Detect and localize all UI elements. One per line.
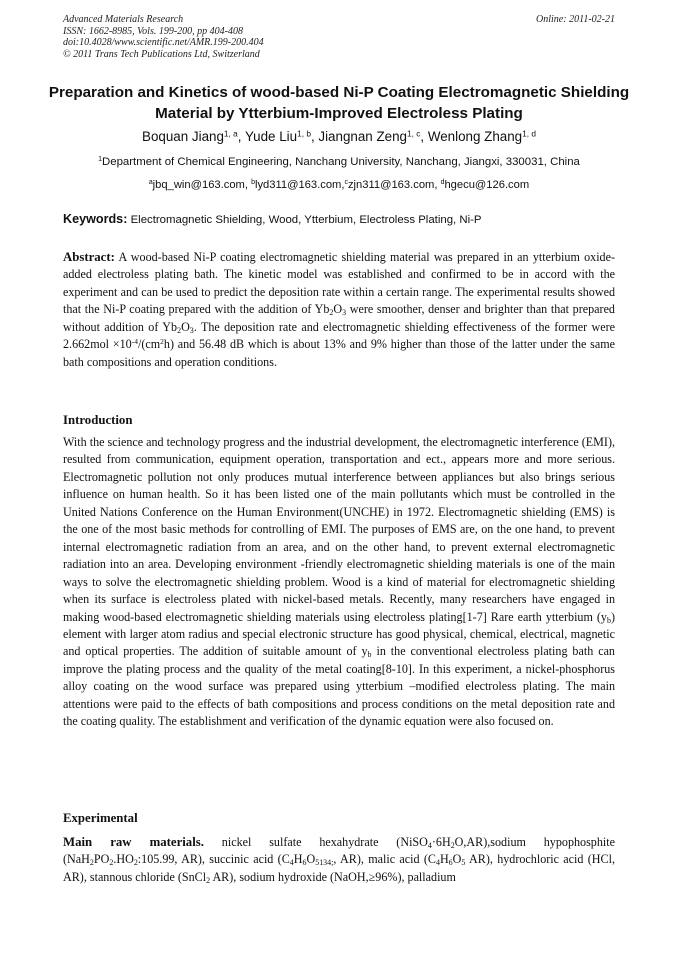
- keywords-text: Electromagnetic Shielding, Wood, Ytterbium, Electroless Plating, Ni-P: [130, 214, 482, 226]
- email-link[interactable]: zjn311@163.com: [347, 179, 435, 191]
- chem-text: O: [333, 302, 343, 317]
- materials-text: H: [293, 852, 303, 867]
- subscript: 2: [450, 840, 455, 850]
- email-sup: b: [251, 179, 255, 187]
- superscript: 2: [160, 337, 164, 347]
- subscript: 2: [206, 875, 211, 885]
- author-list: Boquan Jiang$^{1, a}$, Yude Liu$^{1, b}$, Jiangnan Zeng$^{1, c}$, Wenlong Zhang$^{1, d}$: [142, 128, 536, 144]
- author-sup: 1, c: [407, 128, 421, 139]
- abstract: [63, 249, 615, 371]
- materials-lead: Main raw materials.: [63, 835, 204, 849]
- author-name: Yude Liu: [244, 129, 298, 144]
- author-sup: 1, b: [297, 128, 311, 139]
- subscript: 3: [189, 325, 194, 335]
- author-sup: 1, a: [223, 128, 238, 139]
- subscript: 5: [461, 858, 466, 868]
- subscript: 3: [342, 308, 347, 318]
- keywords: [63, 211, 623, 228]
- subscript: 6: [448, 858, 453, 868]
- journal-header: [63, 14, 615, 60]
- doi-line: doi:10.4028/www.scientific.net/AMR.199-200.404: [63, 37, 264, 48]
- materials-text: AR), hydrochloric acid (HCl, AR), stannous chloride (SnCl: [63, 852, 615, 884]
- email-list: $^a$jbq_win@163.com, $^b$lyd311@163.com,$^c$zjn311@163.com, $^d$hgecu@126.com: [148, 179, 530, 191]
- affiliation: [40, 154, 638, 170]
- subscript: 2: [133, 858, 138, 868]
- materials-text: .HO: [113, 852, 134, 867]
- subscript: 2: [329, 308, 334, 318]
- materials-text: PO: [93, 852, 110, 867]
- materials-text: :105.99, AR), succinic acid (C: [137, 852, 290, 867]
- email-sup: c: [344, 179, 348, 187]
- author-name: Jiangnan Zeng: [318, 129, 407, 144]
- abstract-text: A wood-based Ni-P coating electromagnetic shielding material was prepared in an ytterbium oxide-added electroless plating bath. The kinetic model was established and confirmed to be in accord with the experiment and can be used to predict the deposition rate within a certain range. The experimental results showed that the Ni-P coating prepared with the addition of Yb: [63, 250, 616, 317]
- subscript: 2: [177, 325, 182, 335]
- subscript: 6: [302, 858, 307, 868]
- abstract-text: . The deposition rate and electromagnetic shielding effectiveness of the former were 2.662mo: [63, 319, 615, 352]
- subscript: 4: [289, 858, 294, 868]
- email-link[interactable]: jbq_win@163.com: [152, 179, 245, 191]
- subscript: 5134;: [315, 858, 334, 868]
- email-sup: a: [148, 179, 153, 187]
- materials-text: O,AR),sodium hypophosphite (NaH: [63, 835, 615, 867]
- author-sup: 1, d: [522, 128, 536, 139]
- affiliation-text: Department of Chemical Engineering, Nanchang University, Nanchang, Jiangxi, 330031, China: [102, 156, 580, 168]
- subscript: 4: [435, 858, 440, 868]
- journal-name: Advanced Materials Research: [63, 14, 184, 25]
- intro-text: With the science and technology progress and the industrial development, the electromagnetic interference (EMI), resulted from communication, equipment operation, transportation and ect., appears more and more serious. Electromagnetic pollution not only produces mutual interference between appliances but also brings serious influence on human health. So it has been listed one of the main pollutants which must be controlled in the United Nations Conference on the Human Environment(UNCHE) in 1972. Electromagnetic shielding (EMS) is the one of the most basic methods for controlling of EMI. The purposes of EMS are, on the one hand, to prevent internal electromagnetic radiation from an area, and on the other hand, to prevent external electromagnetic radiation into an area. Developing environment -friendly electromagnetic shielding materials is one of the main ways to solve the electromagnetic shielding problem. Wood is a kind of material for electromagnetic shielding when its surface is electroless plated with nickel-based metals. Recently, many researchers have engaged in making wood-based electromagnetic shielding materials using electroless plating[1-7] Rare earth ytterbium (y: [63, 435, 615, 624]
- author-name: Wenlong Zhang: [427, 129, 523, 144]
- subscript: 2: [89, 858, 94, 868]
- affiliation-sup: 1: [98, 156, 103, 164]
- materials-text: O: [452, 852, 462, 867]
- introduction-body: [63, 434, 615, 731]
- materials-paragraph: [63, 834, 615, 886]
- materials-text: , AR), malic acid (C: [333, 852, 436, 867]
- abstract-text: h) and 56.48 dB which is about 13% and 9% higher than those of the latter under the same bath compositions and operation conditions.: [63, 337, 615, 369]
- paper-title: Preparation and Kinetics of wood-based Ni-P Coating Electromagnetic Shielding Material by Ytterbium-Improved Electroless Plating: [48, 84, 630, 122]
- keywords-label: Keywords:: [63, 212, 128, 226]
- subscript: 4: [427, 840, 432, 850]
- introduction-heading: Introduction: [63, 413, 133, 427]
- email-link[interactable]: lyd311@163.com: [254, 179, 342, 191]
- issn-line: ISSN: 1662-8985, Vols. 199-200, pp 404-408: [63, 25, 243, 37]
- abstract-label: Abstract:: [63, 250, 115, 264]
- superscript: -4: [131, 337, 138, 347]
- chem-text: O: [181, 319, 190, 334]
- materials-text: ·6H: [431, 835, 451, 849]
- email-sup: d: [440, 179, 445, 187]
- author-name: Boquan Jiang: [142, 129, 224, 144]
- abstract-text: /(cm: [137, 337, 161, 352]
- experimental-heading: Experimental: [63, 811, 138, 825]
- abstract-text: l ×10: [105, 337, 132, 352]
- abstract-text: were smoother, denser and brighter than that prepared without addition of Yb: [63, 302, 615, 334]
- online-date: Online: 2011-02-21: [536, 14, 615, 25]
- materials-text: O: [306, 852, 316, 867]
- materials-text: AR), sodium hydroxide (NaOH,≥96%), palladium: [210, 869, 456, 884]
- intro-text: in the conventional electroless plating bath can improve the plating process and the quality of the metal coating[8-10]. In this experiment, a nickel-phosphorus alloy coating on the wood surface was prepared using ytterbium –modified electroless plating. The main attentions were paid to the effects of bath compositions and process conditions on the metal deposition rate and the coating quality. The establishment and verification of the dynamic equation were also focused on.: [63, 644, 615, 729]
- copyright-line: © 2011 Trans Tech Publications Ltd, Switzerland: [63, 48, 260, 60]
- subscript: b: [606, 615, 611, 625]
- intro-text: ) element with larger atom radius and special electronic structure has good physical, chemical, electrical, magnetic and optical properties. The addition of suitable amount of y: [63, 609, 615, 659]
- subscript: 2: [109, 858, 114, 868]
- materials-text: nickel sulfate hexahydrate (NiSO: [203, 835, 428, 849]
- subscript: b: [367, 650, 372, 660]
- email-link[interactable]: hgecu@126.com: [444, 179, 530, 191]
- materials-text: H: [439, 852, 449, 867]
